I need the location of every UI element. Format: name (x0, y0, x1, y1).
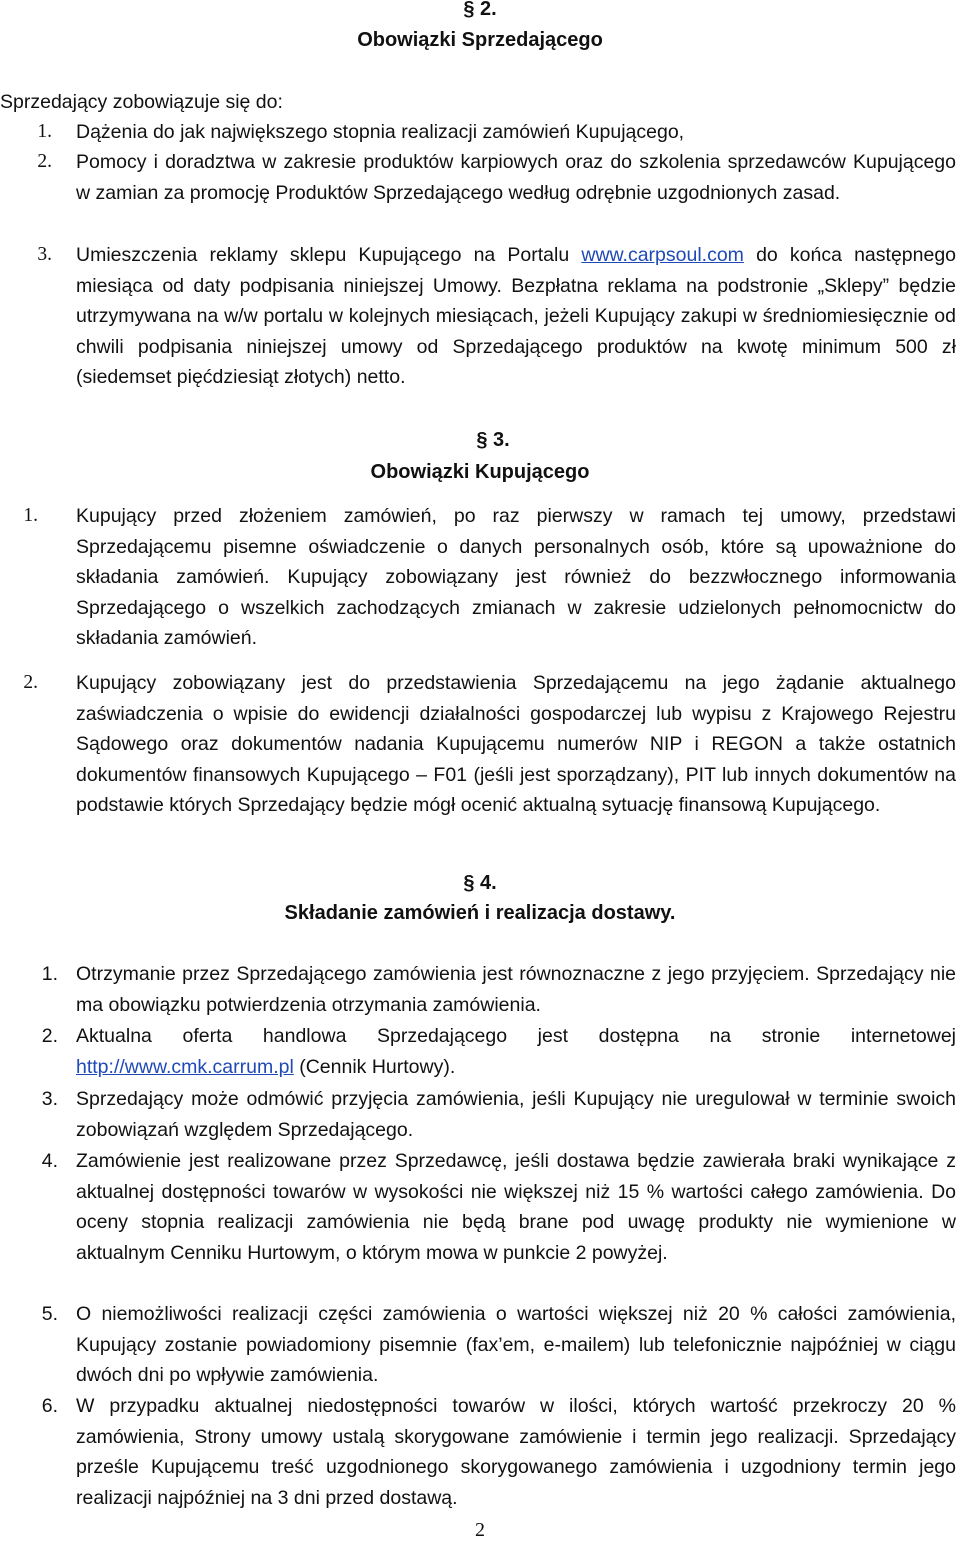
section-2-title: Obowiązki Sprzedającego (357, 29, 603, 51)
s4-item-2-text-before: Aktualna oferta handlowa Sprzedającego jest dostępna na stronie internetowej (76, 1025, 956, 1047)
s4-item-5-number: 5. (41, 1303, 58, 1325)
s4-item-6-number: 6. (41, 1395, 58, 1417)
section-4-number: § 4. (463, 872, 497, 894)
s3-item-1-text: Kupujący przed złożeniem zamówień, po raz pierwszy w ramach tej umowy, przedstawi Sprzedającemu pisemne oświadczenie o danych personalnych osób, które są upoważnione do składania zamówień. Kupujący zobowiązany jest również do bezzwłocznego informowania Sprzedającego o wszelkich zachodzących zmianach w zakresie udzielonych pełnomocnictw do składania zamówień. (76, 505, 956, 649)
s4-item-5-text: O niemożliwości realizacji części zamówienia o wartości większej niż 20 % całości zamówienia, Kupujący zostanie powiadomiony pisemnie (fax’em, e-mailem) lub telefonicznie najpóźniej w ciągu dwóch dni po wpływie zamówienia. (76, 1303, 956, 1386)
section-2-intro: Sprzedający zobowiązuje się do: (0, 91, 283, 113)
s4-item-2-text (76, 1021, 956, 1082)
carpsoul-link[interactable]: www.carpsoul (581, 244, 702, 266)
s4-item-1-text: Otrzymanie przez Sprzedającego zamówienia jest równoznaczne z jego przyjęciem. Sprzedający nie ma obowiązku potwierdzenia otrzymania zamówienia. (76, 963, 956, 1016)
s4-item-6-text: W przypadku aktualnej niedostępności towarów w ilości, których wartość przekroczy 20 % zamówienia, Strony umowy ustalą skorygowane zamówienie i termin jego realizacji. Sprzedający prześle Kupującemu treść uzgodnionego skorygowanego zamówienia i uzgodniony termin jego realizacji najpóźniej na 3 dni przed dostawą. (76, 1395, 956, 1509)
section-2-number: § 2. (463, 0, 497, 20)
s2-item-2-text: Pomocy i doradztwa w zakresie produktów karpiowych oraz do szkolenia sprzedawców Kupującego w zamian za promocję Produktów Sprzedającego według odrębnie uzgodnionych zasad. (76, 151, 956, 204)
s4-item-4-number: 4. (41, 1150, 58, 1172)
s2-item-1-number: 1. (37, 121, 52, 142)
s4-item-3-text: Sprzedający może odmówić przyjęcia zamówienia, jeśli Kupujący nie uregulował w terminie swoich zobowiązań względem Sprzedającego. (76, 1088, 956, 1141)
s2-item-3-text-after: do końca następnego miesiąca od daty podpisania niniejszej Umowy. Bezpłatna reklama na podstronie „Sklepy” będzie utrzymywana na w/w portalu w kolejnych miesiącach, jeżeli Kupujący zakupi w średniomiesięcznie od chwili podpisania niniejszej umowy od Sprzedającego produktów na kwotę minimum 500 zł (siedemset pięćdziesiąt złotych) netto. (76, 244, 957, 388)
s3-item-2-text: Kupujący zobowiązany jest do przedstawienia Sprzedającemu na jego żądanie aktualnego zaświadczenia o wpisie do ewidencji działalności gospodarczej lub wypisu z Krajowego Rejestru Sądowego oraz dokumentów nadania Kupującemu numerów NIP i REGON a także ostatnich dokumentów finansowych Kupującego – F01 (jeśli jest sporządzany), PIT lub innych dokumentów na podstawie których Sprzedający będzie mógł ocenić aktualną sytuację finansową Kupującego. (76, 672, 956, 816)
page-number: 2 (475, 1519, 485, 1541)
section-4-title: Składanie zamówień i realizacja dostawy. (284, 902, 676, 924)
s2-item-3-text-before: Umieszczenia reklamy sklepu Kupującego na Portalu (76, 244, 582, 266)
section-3-number: § 3. (476, 429, 510, 451)
cmk-carrum-link[interactable]: http://www.cmk.carrum.pl (76, 1055, 294, 1078)
s4-item-2-text-after: (Cennik Hurtowy). (293, 1055, 456, 1078)
s3-item-1-number: 1. (23, 505, 38, 526)
s4-item-1-number: 1. (41, 963, 58, 985)
s2-item-3-text (76, 240, 956, 393)
s3-item-2-number: 2. (23, 672, 38, 693)
s4-item-2-number: 2. (41, 1025, 58, 1047)
s4-item-4-text: Zamówienie jest realizowane przez Sprzedawcę, jeśli dostawa będzie zawierała braki wynikające z aktualnej dostępności towarów w wysokości nie większej niż 15 % wartości całego zamówienia. Do oceny stopnia realizacji zamówienia nie będą brane pod uwagę produkty nie wymienione w aktualnym Cenniku Hurtowym, o którym mowa w punkcie 2 powyżej. (76, 1150, 956, 1264)
s4-item-3-number: 3. (41, 1088, 58, 1110)
s2-item-3-number: 3. (37, 244, 52, 265)
section-3-title: Obowiązki Kupującego (370, 461, 590, 483)
s2-item-2-number: 2. (37, 151, 52, 172)
carpsoul-link-tld[interactable]: .com (701, 244, 744, 266)
s2-item-1-text: Dążenia do jak największego stopnia realizacji zamówień Kupującego, (76, 121, 685, 143)
